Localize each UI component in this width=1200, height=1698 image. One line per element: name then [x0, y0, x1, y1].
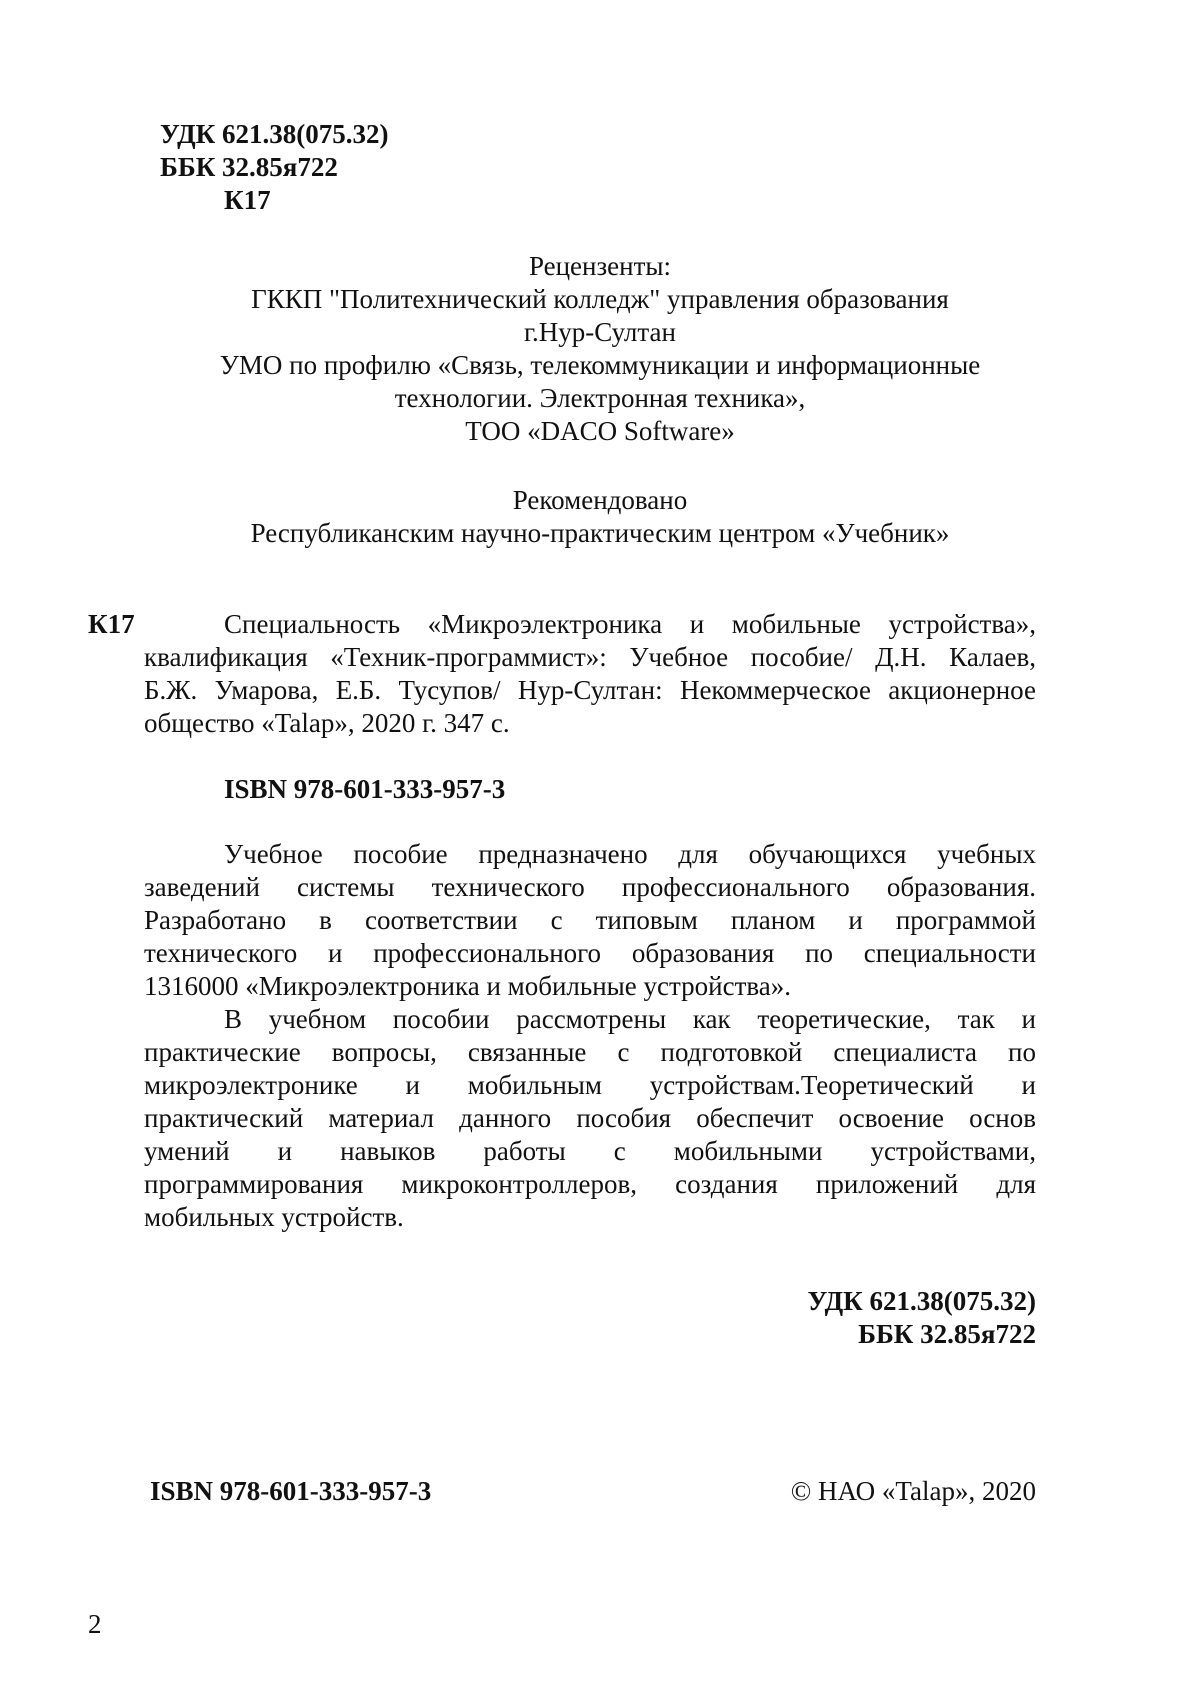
reviewer-line: ГККП "Политехнический колледж" управления образования [251, 284, 949, 314]
copyright-notice: © НАО «Talap», 2020 [790, 1476, 1036, 1506]
isbn-mid: ISBN 978-601-333-957-3 [224, 774, 506, 804]
reviewers-heading: Рецензенты: [528, 251, 672, 281]
abstract-line: умений и навыков работы с мобильными устройствами, [144, 1136, 1036, 1166]
udk-code-bottom: УДК 621.38(075.32) [807, 1286, 1036, 1316]
abstract-line: технического и профессионального образования по специальности [144, 938, 1036, 968]
reviewer-line: ТОО «DACO Software» [465, 416, 735, 446]
abstract-line: 1316000 «Микроэлектроника и мобильные устройства». [144, 971, 791, 1001]
entry-line: Б.Ж. Умарова, Е.Б. Тусупов/ Нур-Султан: Некоммерческое акционерное [144, 675, 1036, 705]
entry-line: квалификация «Техник-программист»: Учебное пособие/ Д.Н. Калаев, [144, 642, 1036, 672]
classification-codes-top [160, 118, 388, 217]
bbk-code: ББК 32.85я722 [160, 152, 338, 182]
abstract-line: мобильных устройств. [144, 1202, 404, 1232]
abstract-line: В учебном пособии рассмотрены как теоретические, так и [224, 1004, 1036, 1034]
bbk-code-bottom: ББК 32.85я722 [858, 1319, 1036, 1349]
abstract-line: практический материал данного пособия обеспечит освоение основ [144, 1103, 1036, 1133]
abstract-line: Учебное пособие предназначено для обучающихся учебных [224, 839, 1036, 869]
reviewers-block [160, 250, 1040, 448]
abstract-line: практические вопросы, связанные с подготовкой специалиста по [144, 1037, 1036, 1067]
recommended-line: Республиканским научно-практическим центром «Учебник» [250, 518, 950, 548]
classification-codes-bottom [808, 1285, 1036, 1351]
abstract-line: заведений системы технического профессионального образования. [144, 872, 1036, 902]
isbn-bottom: ISBN 978-601-333-957-3 [150, 1476, 432, 1506]
abstract [144, 838, 1036, 1234]
abstract-line: микроэлектронике и мобильным устройствам.Теоретический и [144, 1070, 1036, 1100]
entry-line: общество «Talap», 2020 г. 347 с. [144, 708, 510, 738]
abstract-line: Разработано в соответствии с типовым планом и программой [144, 905, 1036, 935]
reviewer-line: технологии. Электронная техника», [394, 383, 806, 413]
recommended-block [160, 484, 1040, 550]
recommended-heading: Рекомендовано [512, 485, 688, 515]
udk-code: УДК 621.38(075.32) [160, 119, 389, 149]
reviewer-line: г.Нур-Султан [524, 317, 676, 347]
reviewer-line: УМО по профилю «Связь, телекоммуникации и информационные [219, 350, 981, 380]
entry-author-mark: К17 [88, 609, 135, 639]
author-mark: К17 [224, 185, 271, 215]
entry-line: Специальность «Микроэлектроника и мобильные устройства», [224, 609, 1036, 639]
page-number: 2 [88, 1609, 102, 1639]
abstract-line: программирования микроконтроллеров, создания приложений для [144, 1169, 1036, 1199]
bibliographic-entry [144, 608, 1036, 740]
